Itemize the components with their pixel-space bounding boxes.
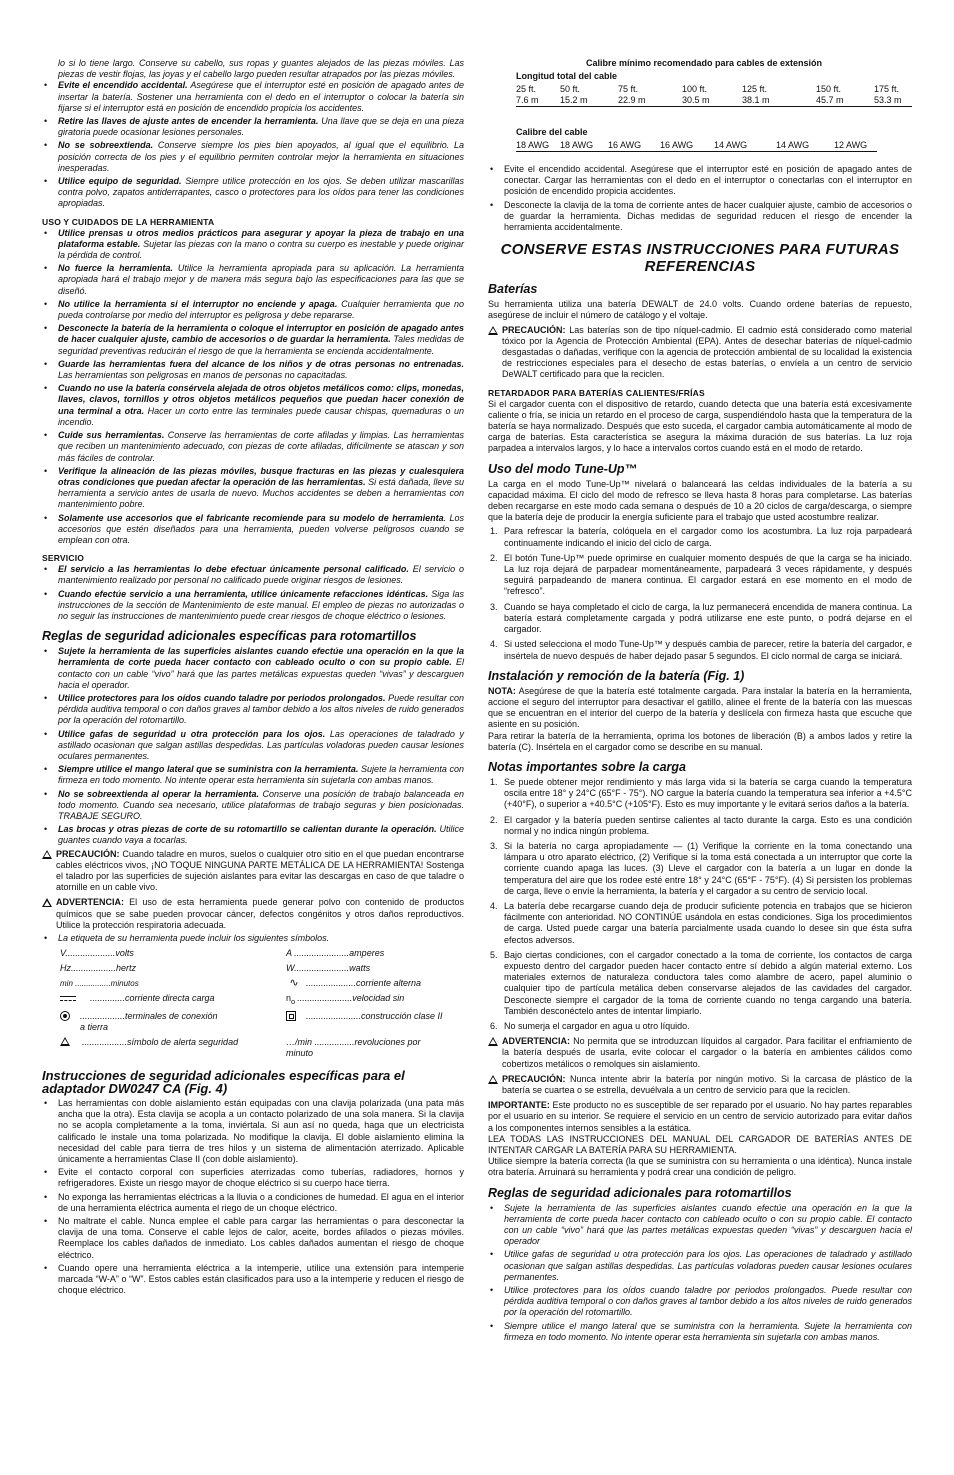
- warning-triangle-icon: [488, 1075, 498, 1084]
- table-cell: 25 ft.: [516, 84, 537, 94]
- table-cell: 30.5 m: [682, 95, 742, 107]
- notas-list: [488, 777, 912, 1032]
- reglas2-list: [488, 1203, 912, 1343]
- symbol-no-load-speed: [286, 993, 476, 1007]
- item-text: Siga las instrucciones de la sección de Mantenimiento de este manual. El empleo de piezas no autorizadas o no seguir las instrucciones de mantenimiento puede crear riesgos de choque eléctrico o lesiones.: [58, 588, 464, 621]
- item-lead: Utilice protectores para los oídos cuando taladre por periodos prolongados.: [58, 692, 386, 703]
- table-cell: 50 ft.: [560, 84, 581, 94]
- cable-length-heading: Longitud total del cable: [516, 71, 617, 81]
- list-item: [42, 764, 464, 786]
- adaptador-heading: Instrucciones de seguridad adicionales específicas para el adaptador DW0247 CA (Fig. 4): [42, 1068, 405, 1097]
- item-text: Si está dañada, lleve su herramienta a servicio antes de usarla de nuevo. Muchos accidentes se deben a herramientas con mantenimiento pobre.: [58, 476, 464, 510]
- no-load-symbol: [286, 993, 295, 1007]
- symbol-volts: [60, 948, 286, 959]
- general-safety-list: [42, 80, 464, 209]
- precaucion-text: Las baterías son de tipo níquel-cadmio. El cadmio está considerado como material tóxico por la Agencia de Protección Ambiental (EPA). Antes de desechar baterías de níquel-cadmio desgastadas o dañadas, verifique con la agencia de protección ambiental de su localidad la existencia de restricciones especiales para el desecho de estas baterías, o envíela a un centro de servicio DeWALT certificado para que la reciclen.: [502, 324, 912, 380]
- table-cell: 12 AWG: [834, 140, 877, 152]
- list-item: • Utilice protectores para los oídos cuando taladre por periodos prolongados. Puede resultar con pérdida auditiva temporal o con daños graves al tambor debido a los altos niveles de ruido generados por la operación del rotomartillo.: [488, 1285, 912, 1319]
- table-row: [516, 84, 912, 95]
- item-lead: El servicio a las herramientas lo debe efectuar únicamente personal calificado.: [58, 564, 409, 575]
- item-lead: Cuide sus herramientas.: [58, 430, 165, 441]
- item-lead: Siempre utilice el mango lateral que se suministra con la herramienta.: [58, 764, 359, 775]
- utilice-paragraph: Utilice siempre la batería correcta (la que se suministra con su herramienta o una idéntica). Nunca instale otra batería. Arruinará su herramienta y podrá crear una condición de peligro.: [488, 1156, 912, 1178]
- advertencia-label: ADVERTENCIA:: [56, 897, 125, 908]
- table-cell: 175 ft.: [874, 84, 900, 94]
- item-lead: Las brocas y otras piezas de corte de su rotomartillo se calientan durante la operación.: [58, 824, 437, 835]
- uso-list: [42, 228, 464, 546]
- symbol-text: A ......................amperes: [286, 948, 385, 959]
- nota-text: Asegúrese de que la batería esté totalmente cargada. Para instalar la batería en la herramienta, accione el seguro del interruptor para desactivar el gatillo, alinee el frente de la batería con las muescas que se encuentran en el interior del cuerpo de la batería y deslícela con firmeza hasta que escuche que asiente en su posición.: [488, 685, 912, 730]
- symbol-watts: [286, 963, 476, 974]
- list-item: 5. Bajo ciertas condiciones, con el cargador conectado a la toma de corriente, los contactos de carga expuesto dentro del cargador pueden hacer contacto entre sí debido a algún material externo. Los materiales externos de naturaleza conductora tales como alambre de acero, papel aluminio o cualquier tipo de partícula metálica deben conservarse alejados de las cavidades del cargador. Desconecte siempre el cargador de la toma de corriente cuando no tenga cargando una batería. También desconéctelo antes de intentar limpiarlo.: [490, 949, 912, 1016]
- table-cell: 16 AWG: [608, 140, 660, 152]
- warning-triangle-icon: [42, 850, 52, 859]
- alternating-current-icon: ∿: [289, 977, 299, 990]
- list-item: 3. Cuando se haya completado el ciclo de carga, la luz permanecerá encendida de manera continua. La batería estará completamente cargada y podrá utilizarse ene este punto, o podrá dejarse en el cargador.: [490, 601, 912, 635]
- alert-symbol-wrap: [60, 1037, 74, 1047]
- item-lead: No fuerce la herramienta.: [58, 263, 173, 274]
- step-text: Si usted selecciona el modo Tune-Up™ y después cambia de parecer, retire la batería del cargador, e insértela de nuevo después de haber dejado pasar 5 segundos. El ciclo normal de carga se iniciará.: [504, 639, 912, 661]
- list-item: [42, 116, 464, 138]
- item-text: . Los accesorios que estén diseñados para una herramienta, pueden volverse peligrosos cuando se emplean con otra.: [58, 512, 464, 545]
- table-cell: 14 AWG: [776, 140, 834, 152]
- list-item: [42, 466, 464, 511]
- table-cell: 18 AWG: [516, 140, 560, 152]
- advertencia-text: El uso de esta herramienta puede generar polvo con contenido de productos químicos que se sabe pueden provocar cáncer, defectos congénitos y otros daños reproductivos. Utilice la protección respiratoria adecuada.: [56, 897, 464, 930]
- item-lead: Desconecte la batería de la herramienta o coloque el interruptor en posición de apagado antes de hacer cualquier ajuste, cambio de accesorios o de guardar la herramienta.: [58, 323, 464, 345]
- warning-triangle-icon: [488, 1037, 498, 1046]
- list-item: • Evite el contacto corporal con superficies aterrizadas como tuberías, radiadores, hornos y refrigeradores. Existe un riesgo mayor de choque eléctrico si su cuerpo hace tierra.: [42, 1167, 464, 1189]
- intro-paragraph: lo si lo tiene largo. Conserve su cabello, sus ropas y guantes alejados de las piezas móviles. Las piezas de vestir flojas, las joyas y el cabello largo pueden resultar atrapados por las piezas móviles.: [58, 58, 464, 80]
- symbol-text: W......................watts: [286, 963, 371, 974]
- table-cell: 7.6 m: [516, 95, 560, 107]
- list-item: • Cuando opere una herramienta eléctrica a la intemperie, utilice una extensión para intemperie marcada “W-A” o “W”. Estos cables están clasificados para uso a la intemperie y reducen el riesgo de choque eléctrico.: [42, 1263, 464, 1297]
- symbol-ground: [60, 1011, 286, 1033]
- note-text: Se puede obtener mejor rendimiento y más larga vida si la batería se carga cuando la temperatura oscila entre 18° y 24°C (65°F - 75°). NO cargue la batería cuando la temperatura sea inferior a +4.5°C (+40°F), o superior a +40.5°C (+105°F). Esto es muy importante y le evitará serios daños a la batería.: [504, 776, 912, 810]
- item-lead: Evite el encendido accidental.: [58, 80, 188, 91]
- symbol-amperes: [286, 948, 476, 959]
- advertencia-label: ADVERTENCIA:: [502, 1036, 571, 1047]
- symbol-text: ......................construcción clase II: [306, 1011, 443, 1022]
- symbol-class2: [286, 1011, 476, 1033]
- precaucion-note: [488, 1074, 912, 1096]
- list-item: • Evite el encendido accidental. Asegúrese que el interruptor esté en posición de apagado antes de conectar. Cargar las herramientas con el dedo en el interruptor o conectarlas con el interruptor en posición de encendido propicia accidentes.: [488, 164, 912, 198]
- item-lead: Retire las llaves de ajuste antes de encender la herramienta.: [58, 116, 319, 127]
- table-cell: 45.7 m: [816, 95, 874, 107]
- cable-awg-table: [516, 140, 877, 152]
- item-lead: No utilice la herramienta si el interruptor no enciende y apaga.: [58, 298, 338, 309]
- list-item: [42, 80, 464, 114]
- list-item: • Utilice gafas de seguridad u otra protección para los ojos. Las operaciones de taladrado y astillado ocasionan que salgan astillas despedidas. Las partículas voladoras pueden causar lesiones oculares permanentes.: [488, 1249, 912, 1283]
- warning-triangle-icon: [60, 1037, 70, 1046]
- list-item: [42, 263, 464, 297]
- table-cell: 75 ft.: [618, 84, 639, 94]
- cable-gauge-heading: Calibre del cable: [516, 127, 588, 137]
- conserve-heading: CONSERVE ESTAS INSTRUCCIONES PARA FUTURAS REFERENCIAS: [500, 241, 900, 276]
- list-item: [42, 359, 464, 381]
- list-item: [42, 323, 464, 357]
- symbols-intro-list: [42, 933, 464, 944]
- importante-paragraph: [488, 1100, 912, 1134]
- list-item: 3. Si la batería no carga apropiadamente — (1) Verifique la corriente en la toma conectando una lámpara u otro aparato eléctrico, (2) Verifique si la toma está conectada a un interruptor que corte la corriente cuando apaga las luces. (3) Lleve el cargador con la batería a un lugar en donde la temperatura del aire que los rodee esté entre 18° y 24°C (65°F - 75°F). (4) Si persisten los problemas de carga, lleve o envíe la herramienta, la batería y el cargador a su centro de servicio local.: [490, 840, 912, 896]
- retardador-text: Si el cargador cuenta con el dispositivo de retardo, cuando detecta que una batería está excesivamente caliente o fría, se inicia un retardo en el proceso de carga, suspendiéndolo hasta que la temperatura de la batería se haya normalizado. Después que esto suceda, el cargador cambia automáticamente al modo de carga de baterías. Esta característica se asegura la máxima duración de sus baterías. La luz roja parpadea a intervalos largos, y lo hace a intervalos cortos cuando está en el modo de retardo.: [488, 398, 912, 454]
- tuneup-text: La carga en el modo Tune-Up™ nivelará o balanceará las celdas individuales de la batería a su capacidad máxima. El ciclo del modo de refresco se lleva hasta 8 horas para completarse. Las baterías deben recargarse en este modo cada semana o después de 10 a 20 ciclos de carga/descarga, o siempre que la batería deje de producir la energía suficiente para el trabajo que usted acostumbre realizar.: [488, 478, 912, 523]
- list-item: [42, 646, 464, 691]
- item-lead: Utilice prensas u otros medios prácticos para asegurar y apoyar la pieza de trabajo en una plataforma estable.: [58, 227, 464, 249]
- table-cell: 100 ft.: [682, 84, 708, 94]
- retirar-paragraph: Para retirar la batería de la herramienta, oprima los botones de liberación (B) a ambos lados y retire la batería (C). Insértela en el cargador como se describe en su manual.: [488, 730, 912, 752]
- item-text: Conserve las herramientas de corte afiladas y limpias. Las herramientas que reciben un mantenimiento adecuado, con piezas de corte afiladas, difícilmente se atascan y son más fáciles de controlar.: [58, 430, 464, 463]
- baterias-text: Su herramienta utiliza una batería DEWALT de 24.0 volts. Cuando ordene baterías de repuesto, asegúrese de incluir el número de catálogo y el voltaje.: [488, 299, 912, 321]
- list-item: 4. Si usted selecciona el modo Tune-Up™ y después cambia de parecer, retire la batería del cargador, e insértela de nuevo después de haber dejado pasar 5 segundos. El ciclo normal de carga se iniciará.: [490, 639, 912, 661]
- note-text: Si la batería no carga apropiadamente — (1) Verifique la corriente en la toma conectando una lámpara u otro aparato eléctrico, (2) Verifique si la toma está conectada a un interruptor que corte la corriente cuando apaga las luces. (3) Lleve el cargador con la batería a un lugar en donde la temperatura del aire que los rodee esté entre 18° y 24°C (65°F - 75°F). (4) Si persisten los problemas de carga, lleve o envíe la herramienta, la batería y el cargador a su centro de servicio local.: [504, 840, 912, 896]
- item-lead: Sujete la herramienta de las superficies aislantes cuando efectúe una operación en la que la herramienta de corte pueda hacer contacto con cableado oculto o con su propio cable.: [58, 646, 464, 668]
- warning-triangle-icon: [42, 898, 52, 907]
- item-lead: Utilice equipo de seguridad.: [58, 176, 182, 187]
- item-text: Tales medidas de seguridad preventivas reducirán el riesgo de que la herramienta se encienda accidentalmente.: [58, 334, 464, 356]
- item-text: Puede resultar con pérdida auditiva temporal o con daños graves al tambor debido a los altos niveles de ruido generados por la operación del rotomartillo.: [58, 692, 465, 726]
- precaucion-label: PRECAUCIÓN:: [502, 1073, 566, 1084]
- baterias-heading: Baterías: [488, 282, 538, 297]
- precaucion-label: PRECAUCIÓN:: [56, 848, 120, 859]
- nota-label: NOTA:: [488, 685, 516, 696]
- servicio-list: [42, 564, 464, 622]
- reglas2-heading: Reglas de seguridad adicionales para rotomartillos: [488, 1185, 792, 1200]
- list-item: 4. La batería debe recargarse cuando deja de producir suficiente potencia en trabajos que se hicieron fácilmente con anterioridad. NO CONTINÚE usándola en estas condiciones. Siga los procedimientos de carga. Usted puede cargar una batería parcialmente usada cuando lo desee sin que ésta sufra efectos adversos.: [490, 900, 912, 945]
- item-text: Siempre utilice protección en los ojos. Se deben utilizar mascarillas contra polvo, zapatos antiderrapantes, casco o protectores para los oídos para tener las condiciones apropiadas.: [58, 176, 464, 209]
- adaptador-list: [42, 1098, 464, 1296]
- list-item: 6. No sumerja el cargador en agua u otro líquido.: [490, 1020, 690, 1031]
- list-item: [42, 789, 464, 823]
- table-row: [516, 95, 912, 107]
- table-row: [516, 140, 877, 152]
- precaucion-note: [42, 849, 464, 894]
- symbol-text: min ................minutos: [60, 979, 139, 989]
- table-cell: 18 AWG: [560, 140, 608, 152]
- list-item: [42, 513, 464, 547]
- list-item: [42, 228, 464, 262]
- list-item: 2. El botón Tune-Up™ puede oprimirse en cualquier momento después de que la carga se ha iniciado. La luz roja dejará de parpadear momentáneamente, parpadeará 3 veces rápidamente, y después seguirá parpadeando de manera continua. El cargador estará en ese momento en el modo de “refresco”.: [490, 552, 912, 597]
- list-item: [42, 729, 464, 763]
- note-text: El cargador y la batería pueden sentirse calientes al tacto durante la carga. Esto es una condición normal y no indica ningún problema.: [504, 814, 912, 836]
- item-text: El servicio o mantenimiento realizado por personal no calificado puede originar riesgos de lesiones.: [58, 564, 464, 586]
- list-item: [42, 430, 464, 464]
- item-lead: Solamente use accesorios que el fabricante recomiende para su modelo de herramienta: [58, 512, 444, 523]
- item-text: Utilice la herramienta apropiada para su aplicación. La herramienta apropiada hará el trabajo mejor y de manera más segura bajo las especificaciones para las que se diseñó.: [58, 263, 464, 296]
- list-item: [42, 299, 464, 321]
- item-text: Conserve siempre los pies bien apoyados, al igual que el equilibrio. La posición correcta de los pies y el equilibrio permiten controlar mejor la herramienta en situaciones inesperadas.: [58, 140, 464, 173]
- table-cell: 22.9 m: [618, 95, 682, 107]
- item-lead: Guarde las herramientas fuera del alcance de los niños y de otras personas no entrenadas.: [58, 358, 464, 369]
- symbol-text: ....................corriente alterna: [306, 978, 422, 989]
- cable-table-title: Calibre mínimo recomendado para cables de extensión: [585, 58, 823, 68]
- item-text: Sujete la herramienta con firmeza en todo momento. No intente operar esta herramienta sin sujetarla con ambas manos.: [58, 764, 465, 786]
- symbol-text: ..............corriente directa carga: [90, 993, 215, 1004]
- symbol-n: n: [286, 993, 292, 1004]
- symbol-text: ......................velocidad sin: [297, 993, 405, 1004]
- precaucion-label: PRECAUCIÓN:: [502, 324, 566, 335]
- cable-gauge-table: [516, 58, 912, 152]
- list-item: [42, 383, 464, 428]
- lea-paragraph: LEA TODAS LAS INSTRUCCIONES DEL MANUAL DEL CARGADOR DE BATERÍAS ANTES DE INTENTAR CARGAR LA BATERÍA PARA SU HERRAMIENTA.: [488, 1133, 912, 1156]
- item-text: Una llave que se deja en una pieza giratoria puede ocasionar lesiones personales.: [58, 116, 465, 138]
- list-item: [42, 564, 464, 586]
- item-text: Cualquier herramienta que no pueda controlarse por medio del interruptor es peligrosa y debe repararse.: [58, 298, 465, 321]
- table-cell: 125 ft.: [742, 84, 768, 94]
- step-text: Para refrescar la batería, colóquela en el cargador como los acostumbra. La luz roja parpadeará continuamente indicando el inicio del ciclo de carga.: [504, 526, 912, 548]
- symbol-ac: [286, 978, 476, 989]
- notas-heading: Notas importantes sobre la carga: [488, 759, 686, 774]
- symbol-alert: [60, 1037, 286, 1059]
- list-item: [42, 140, 464, 174]
- note-text: Bajo ciertas condiciones, con el cargador conectado a la toma de corriente, los contactos de carga expuesto dentro del cargador pueden hacer contacto entre sí debido a algún material externo. Los materiales externos de naturaleza conductora tales como alambre de acero, papel aluminio o cualquier tipo de partícula metálica deben conservarse alejados de las cavidades del cargador. Desconecte siempre el cargador de la toma de corriente cuando no tenga cargando una batería. También desconéctelo antes de intentar limpiarlo.: [504, 949, 912, 1016]
- importante-label: IMPORTANTE:: [488, 1100, 550, 1111]
- list-item: • No maltrate el cable. Nunca emplee el cable para cargar las herramientas o para desconectar la clavija de una toma. Conserve el cable lejos de calor, aceite, bordes afilados o piezas móviles. Reemplace los cables dañados de inmediato. Los cables dañados aumentan el riesgo de choque eléctrico.: [42, 1216, 464, 1261]
- servicio-heading: SERVICIO: [42, 553, 85, 564]
- symbol-text: Hz..................hertz: [60, 963, 137, 974]
- item-text: Conserve una posición de trabajo balanceada en todo momento. Cuando sea necesario, utilice plataformas de trabajo seguras y bien posicionadas. TRABAJE SEGURO.: [58, 788, 465, 821]
- uso-heading: USO Y CUIDADOS DE LA HERRAMIENTA: [42, 216, 215, 227]
- bat-precaucion-note: [488, 325, 912, 381]
- table-cell: 16 AWG: [660, 140, 714, 152]
- item-lead: Verifique la alineación de las piezas móviles, busque fracturas en las piezas y cualesquiera otras condiciones que puedan afectar la operación de las herramientas.: [58, 465, 464, 487]
- precaucion-text: Cuando taladre en muros, suelos o cualquier otro sitio en el que puedan encontrarse cables eléctricos vivos, ¡NO TOQUE NINGUNA PARTE METÁLICA DE LA HERRAMIENTA! Sostenga el taladro por las superficies de sujeción aislantes para evitar las descargas en caso de que taladre o atornille en un cable vivo.: [56, 848, 464, 893]
- tuneup-steps: [488, 526, 912, 661]
- table-cell: 150 ft.: [816, 84, 842, 94]
- list-item: 1. Para refrescar la batería, colóquela en el cargador como los acostumbra. La luz roja parpadeará continuamente indicando el inicio del ciclo de carga.: [490, 526, 912, 548]
- earth-terminal-icon: [60, 1011, 70, 1021]
- symbol-text: V....................volts: [60, 948, 134, 959]
- list-item: [42, 693, 464, 727]
- symbol-rpm: [286, 1037, 476, 1059]
- item-text: Utilice guantes cuando vaya a tocarlas.: [58, 824, 464, 846]
- note-text: No sumerja el cargador en agua u otro líquido.: [504, 1020, 690, 1031]
- list-item: 2. El cargador y la batería pueden sentirse calientes al tacto durante la carga. Esto es una condición normal y no indica ningún problema.: [490, 814, 912, 836]
- symbol-text: ..................terminales de conexión a tierra: [80, 1011, 218, 1033]
- symbols-table: [60, 948, 464, 1059]
- rotomartillo-heading: Reglas de seguridad adicionales específicas para rotomartillos: [42, 629, 417, 644]
- list-item: • No exponga las herramientas eléctricas a la lluvia o a condiciones de humedad. El agua en el interior de una herramienta eléctrica aumenta el riego de un choque eléctrico.: [42, 1192, 464, 1214]
- symbol-text: …/min ................revoluciones por minuto: [286, 1037, 421, 1059]
- item-text: Las herramientas son peligrosas en manos de personas no capacitadas.: [58, 370, 348, 381]
- list-item: [42, 589, 464, 623]
- right-column: [488, 58, 912, 1345]
- list-item: [42, 824, 464, 846]
- step-text: El botón Tune-Up™ puede oprimirse en cualquier momento después de que la carga se ha iniciado. La luz roja dejará de parpadear momentáneamente, parpadeará 3 veces rápidamente, y después seguirá parpadeando de manera continua. El cargador estará en ese momento en el modo de “refresco”.: [504, 552, 912, 597]
- instalacion-heading: Instalación y remoción de la batería (Fig. 1): [488, 668, 745, 683]
- list-item: [42, 176, 464, 210]
- tuneup-heading: Uso del modo Tune-Up™: [488, 461, 638, 476]
- table-cell: 14 AWG: [714, 140, 776, 152]
- list-item: • Las herramientas con doble aislamiento están equipadas con una clavija polarizada (una pata más ancha que la otra). Esta clavija se acopla a un contacto polarizado de una sola manera. Si la clavija no se acopla completamente a la toma, inviértala. Si aun así no queda, haga que un electricista calificado le instale una toma polarizada. No modifique la clavija. El doble aislamiento elimina la necesidad del cable para tierra de tres hilos y un sistema de alimentación aterrizado. Aplicable únicamente a herramientas Clase II (con doble aislamiento).: [42, 1098, 464, 1165]
- left-column: [42, 58, 464, 1298]
- warning-triangle-icon: [488, 326, 498, 335]
- item-lead: Cuando no use la batería consérvela alejada de otros objetos metálicos como: clips, monedas, llaves, clavos, tornillos y otros objetos metálicos pequeños que puedan hacer conexión de una terminal a otra.: [58, 383, 464, 416]
- item-text: Las operaciones de taladrado y astillado ocasionan que salgan astillas despedidas. Las partículas voladoras pueden causar lesiones oculares permanentes.: [58, 728, 464, 761]
- symbol-minutos: [60, 978, 286, 989]
- symbol-hertz: [60, 963, 286, 974]
- list-item: • Sujete la herramienta de las superficies aislantes cuando efectúe una operación en la que la herramienta de corte pueda hacer contacto con cableado oculto o con su propio cable. El contacto con un cable “vivo” hará que las partes metálicas expuestas queden “vivas” y descarguen hacia el operador: [488, 1203, 912, 1248]
- advertencia-note: [488, 1036, 912, 1070]
- importante-text: Este producto no es susceptible de ser reparado por el usuario. No hay partes reparables por el usuario en su interior. Se requiere el servicio en un centro de servicio autorizado para evitar daños a los componentes internos sensibles a la estática.: [488, 1100, 912, 1133]
- item-text: El contacto con un cable “vivo” hará que las partes metálicas expuestas queden “vivas” y descarguen hacia el operador.: [58, 657, 464, 690]
- item-text: Sujetar las piezas con la mano o contra su cuerpo es inestable y puede originar la pérdida de control.: [58, 238, 464, 261]
- symbol-dc: [60, 993, 286, 1007]
- class-ii-icon: [286, 1011, 296, 1021]
- list-item: • Desconecte la clavija de la toma de corriente antes de hacer cualquier ajuste, cambio de accesorios o de guardar la herramienta. Dichas medidas de seguridad reducen el riesgo de encender la herramienta accidentalmente.: [488, 200, 912, 234]
- list-item: • La etiqueta de su herramienta puede incluir los siguientes símbolos.: [42, 933, 464, 944]
- rotomartillo-list: [42, 646, 464, 846]
- list-item: • Siempre utilice el mango lateral que se suministra con la herramienta. Sujete la herramienta con firmeza en todo momento. No intente operar esta herramienta sin sujetarla con ambas manos.: [488, 1321, 912, 1343]
- direct-current-icon: [60, 996, 76, 1000]
- table-cell: 15.2 m: [560, 95, 618, 107]
- precaucion-text: Nunca intente abrir la batería por ningún motivo. Si la carcasa de plástico de la batería se cuartea o se estrella, devuélvala a un centro de servicio para que la reciclen.: [502, 1073, 912, 1095]
- item-lead: Utilice gafas de seguridad u otra protección para los ojos.: [58, 728, 326, 739]
- item-lead: Cuando efectúe servicio a una herramienta, utilice únicamente refacciones idénticas.: [58, 588, 429, 599]
- list-item: 1. Se puede obtener mejor rendimiento y más larga vida si la batería se carga cuando la temperatura oscila entre 18° y 24°C (65°F - 75°). NO cargue la batería cuando la temperatura sea inferior a +4.5°C (+40°F), o superior a +40.5°C (+105°F). Esto es muy importante y le evitará serios daños a la batería.: [490, 776, 912, 810]
- nota-paragraph: [488, 686, 912, 731]
- step-text: Cuando se haya completado el ciclo de carga, la luz permanecerá encendida de manera continua. La batería estará completamente cargada y podrá utilizarse ene este punto, o podrá dejarse en el cargador.: [504, 601, 912, 635]
- symbol-text: ..................símbolo de alerta seguridad: [82, 1037, 239, 1048]
- item-text: Asegúrese que el interruptor esté en posición de apagado antes de insertar la batería. Sostener una herramienta con el dedo en el interruptor o colocar la batería sin fijarse si el interruptor está en posición de encendido propicia los accidentes.: [58, 80, 464, 113]
- cable-length-table: [516, 84, 912, 107]
- top-list: [488, 164, 912, 233]
- note-text: La batería debe recargarse cuando deja de producir suficiente potencia en trabajos que se hicieron fácilmente con anterioridad. NO CONTINÚE usándola en estas condiciones. Siga los procedimientos de carga. Usted puede cargar una batería parcialmente usada cuando lo desee sin que ésta sufra efectos adversos.: [504, 900, 912, 945]
- item-lead: No se sobreextienda al operar la herramienta.: [58, 788, 259, 799]
- advertencia-note: [42, 897, 464, 931]
- table-cell: 53.3 m: [874, 95, 912, 107]
- retardador-heading: RETARDADOR PARA BATERÍAS CALIENTES/FRÍAS: [488, 387, 705, 398]
- item-text: Hacer un corto entre las terminales puede causar chispas, quemaduras o un incendio.: [58, 405, 465, 427]
- item-lead: No se sobreextienda.: [58, 140, 154, 151]
- advertencia-text: No permita que se introduzcan líquidos al cargador. Para facilitar el enfriamiento de la batería después de usarla, evite colocar el cargador o la batería en ambientes cálidos como cobertizos metálicos o remolques sin aislamiento.: [502, 1036, 912, 1069]
- table-cell: 38.1 m: [742, 95, 816, 107]
- symbol-o: o: [291, 997, 296, 1007]
